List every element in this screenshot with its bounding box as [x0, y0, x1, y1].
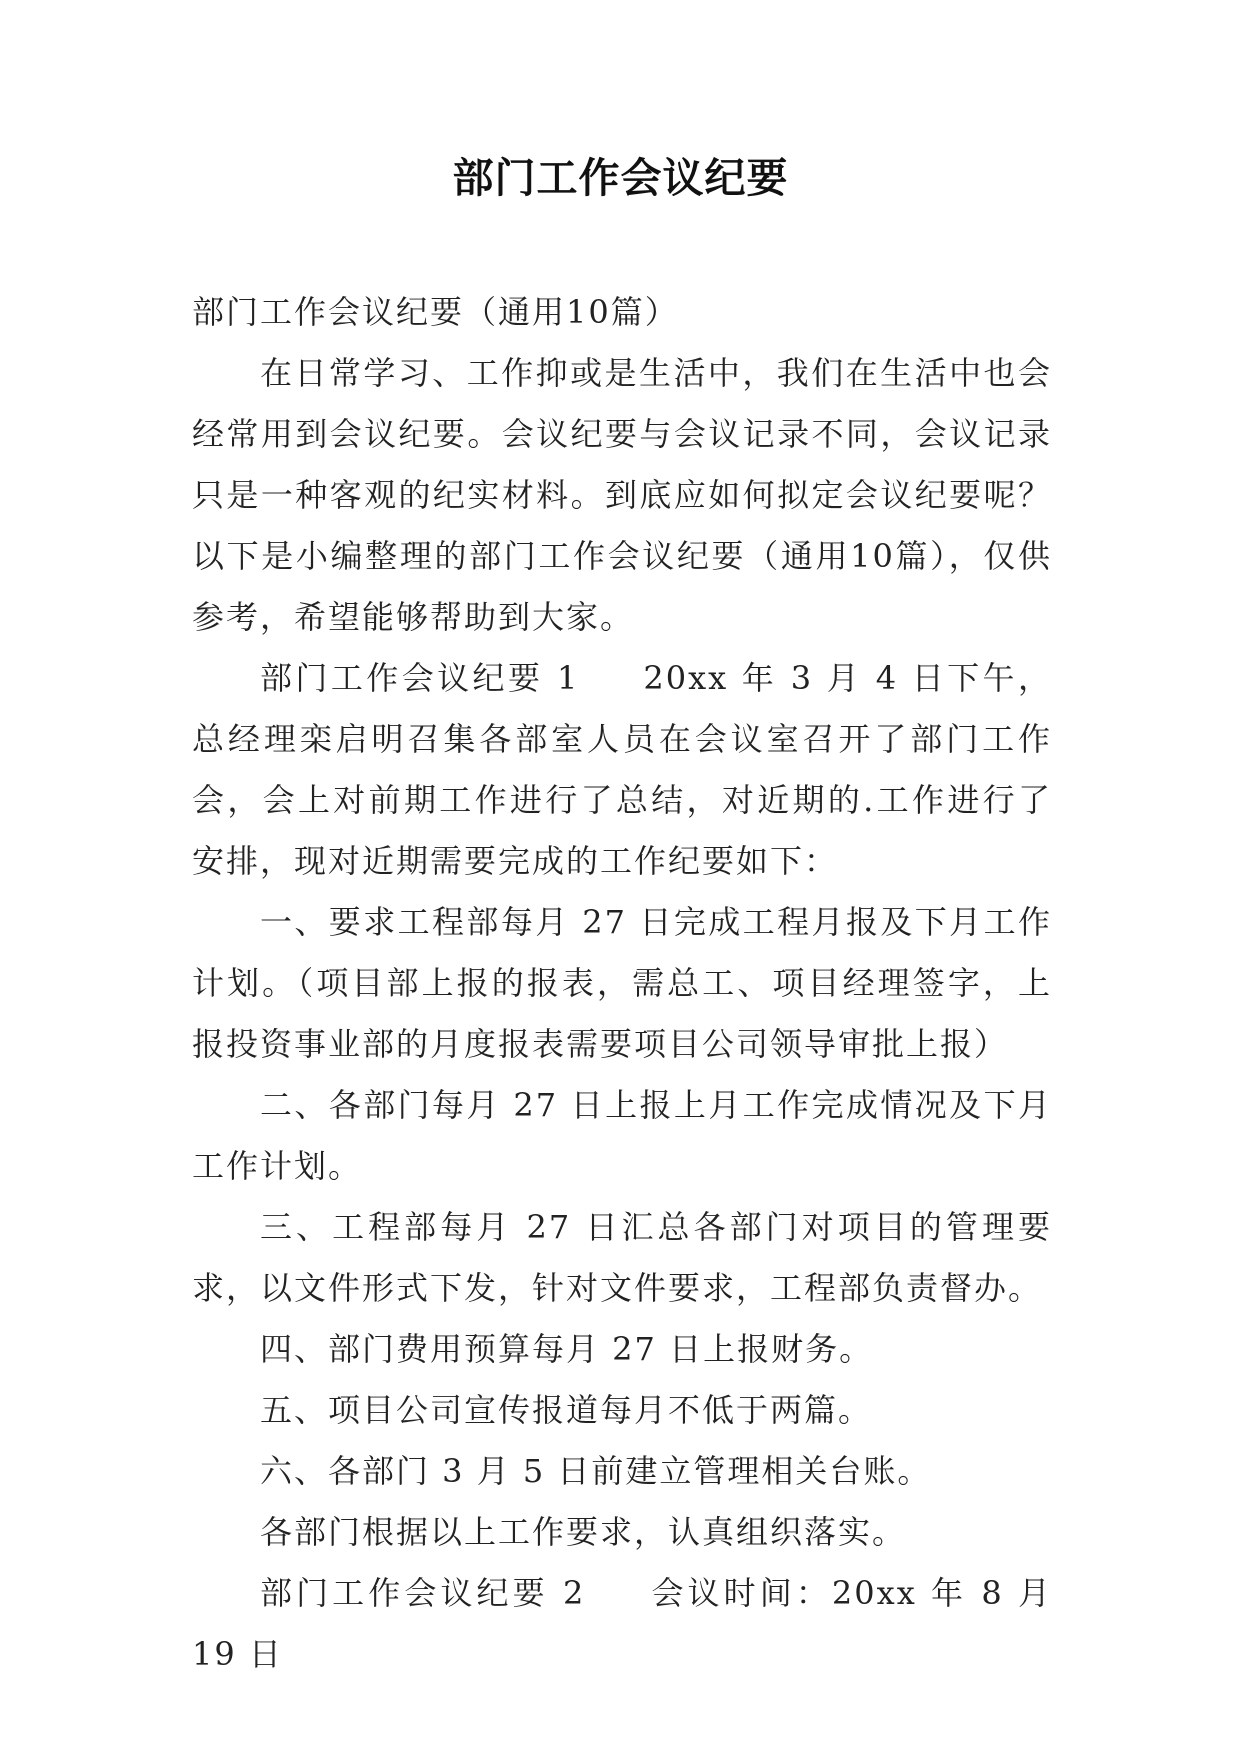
- article-2-lead-paragraph: [192, 1563, 1052, 1685]
- article-2-lead: 会议时间：20xx 年 8 月 19 日: [192, 1574, 1052, 1673]
- list-item: 五、项目公司宣传报道每月不低于两篇。: [260, 1391, 873, 1429]
- article-2-heading: 部门工作会议纪要 2: [260, 1574, 586, 1612]
- list-item: 二、各部门每月 27 日上报上月工作完成情况及下月工作计划。: [192, 1086, 1052, 1185]
- article-1-heading: 部门工作会议纪要 1: [260, 659, 580, 697]
- list-item: 一、要求工程部每月 27 日完成工程月报及下月工作计划。（项目部上报的报表，需总工、项目经理签字，上报投资事业部的月度报表需要项目公司领导审批上报）: [192, 903, 1052, 1063]
- article-1-lead-paragraph: [192, 648, 1052, 892]
- list-item: 三、工程部每月 27 日汇总各部门对项目的管理要求，以文件形式下发，针对文件要求，工程部负责督办。: [192, 1208, 1052, 1307]
- article-1-lead: 20xx 年 3 月 4 日下午，总经理栾启明召集各部室人员在会议室召开了部门工作会，会上对前期工作进行了总结，对近期的.工作进行了安排，现对近期需要完成的工作纪要如下：: [192, 659, 1052, 880]
- page-title: 部门工作会议纪要: [452, 154, 789, 202]
- article-1-closing: 各部门根据以上工作要求，认真组织落实。: [260, 1513, 907, 1551]
- list-item: 四、部门费用预算每月 27 日上报财务。: [260, 1330, 874, 1368]
- list-item: 六、各部门 3 月 5 日前建立管理相关台账。: [260, 1452, 932, 1490]
- intro-paragraph: 在日常学习、工作抑或是生活中，我们在生活中也会经常用到会议纪要。会议纪要与会议记录不同，会议记录只是一种客观的纪实材料。到底应如何拟定会议纪要呢？以下是小编整理的部门工作会议纪要（通用10篇），仅供参考，希望能够帮助到大家。: [192, 354, 1052, 636]
- document-body: [192, 282, 1052, 1685]
- document-subtitle: 部门工作会议纪要（通用10篇）: [192, 293, 679, 331]
